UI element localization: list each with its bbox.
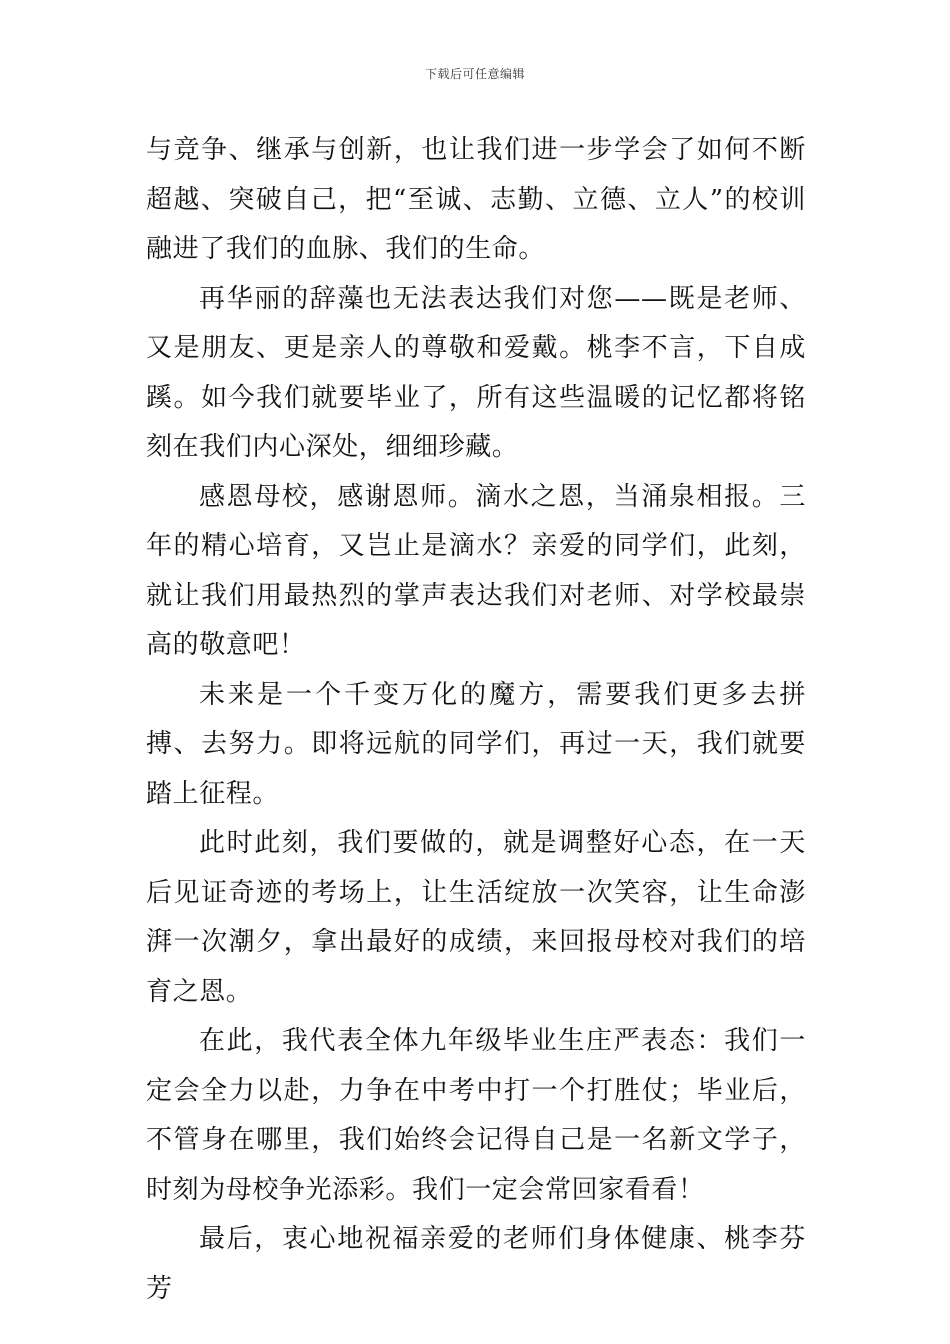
paragraph-4: 未来是一个千变万化的魔方，需要我们更多去拼搏、去努力。即将远航的同学们，再过一天，我们就要踏上征程。: [146, 679, 806, 809]
page-header: 下载后可任意编辑: [424, 67, 525, 81]
paragraph-6: 在此，我代表全体九年级毕业生庄严表态：我们一定会全力以赴，力争在中考中打一个打胜仗；毕业后，不管身在哪里，我们始终会记得自己是一名新文学子，时刻为母校争光添彩。我们一定会常回家看看！: [146, 1026, 806, 1205]
document-body: [146, 126, 806, 1314]
paragraph-3: 感恩母校，感谢恩师。滴水之恩，当涌泉相报。三年的精心培育，又岂止是滴水？亲爱的同学们，此刻，就让我们用最热烈的掌声表达我们对老师、对学校最崇高的敬意吧！: [146, 481, 806, 660]
paragraph-2: 再华丽的辞藻也无法表达我们对您——既是老师、又是朋友、更是亲人的尊敬和爱戴。桃李不言，下自成蹊。如今我们就要毕业了，所有这些温暖的记忆都将铭刻在我们内心深处，细细珍藏。: [146, 283, 806, 462]
paragraph-1: 与竞争、继承与创新，也让我们进一步学会了如何不断超越、突破自己，把“至诚、志勤、立德、立人”的校训融进了我们的血脉、我们的生命。: [146, 135, 806, 264]
paragraph-5: 此时此刻，我们要做的，就是调整好心态，在一天后见证奇迹的考场上，让生活绽放一次笑容，让生命澎湃一次潮夕，拿出最好的成绩，来回报母校对我们的培育之恩。: [146, 828, 806, 1007]
paragraph-7: 最后，衷心地祝福亲爱的老师们身体健康、桃李芬芳: [146, 1224, 806, 1304]
